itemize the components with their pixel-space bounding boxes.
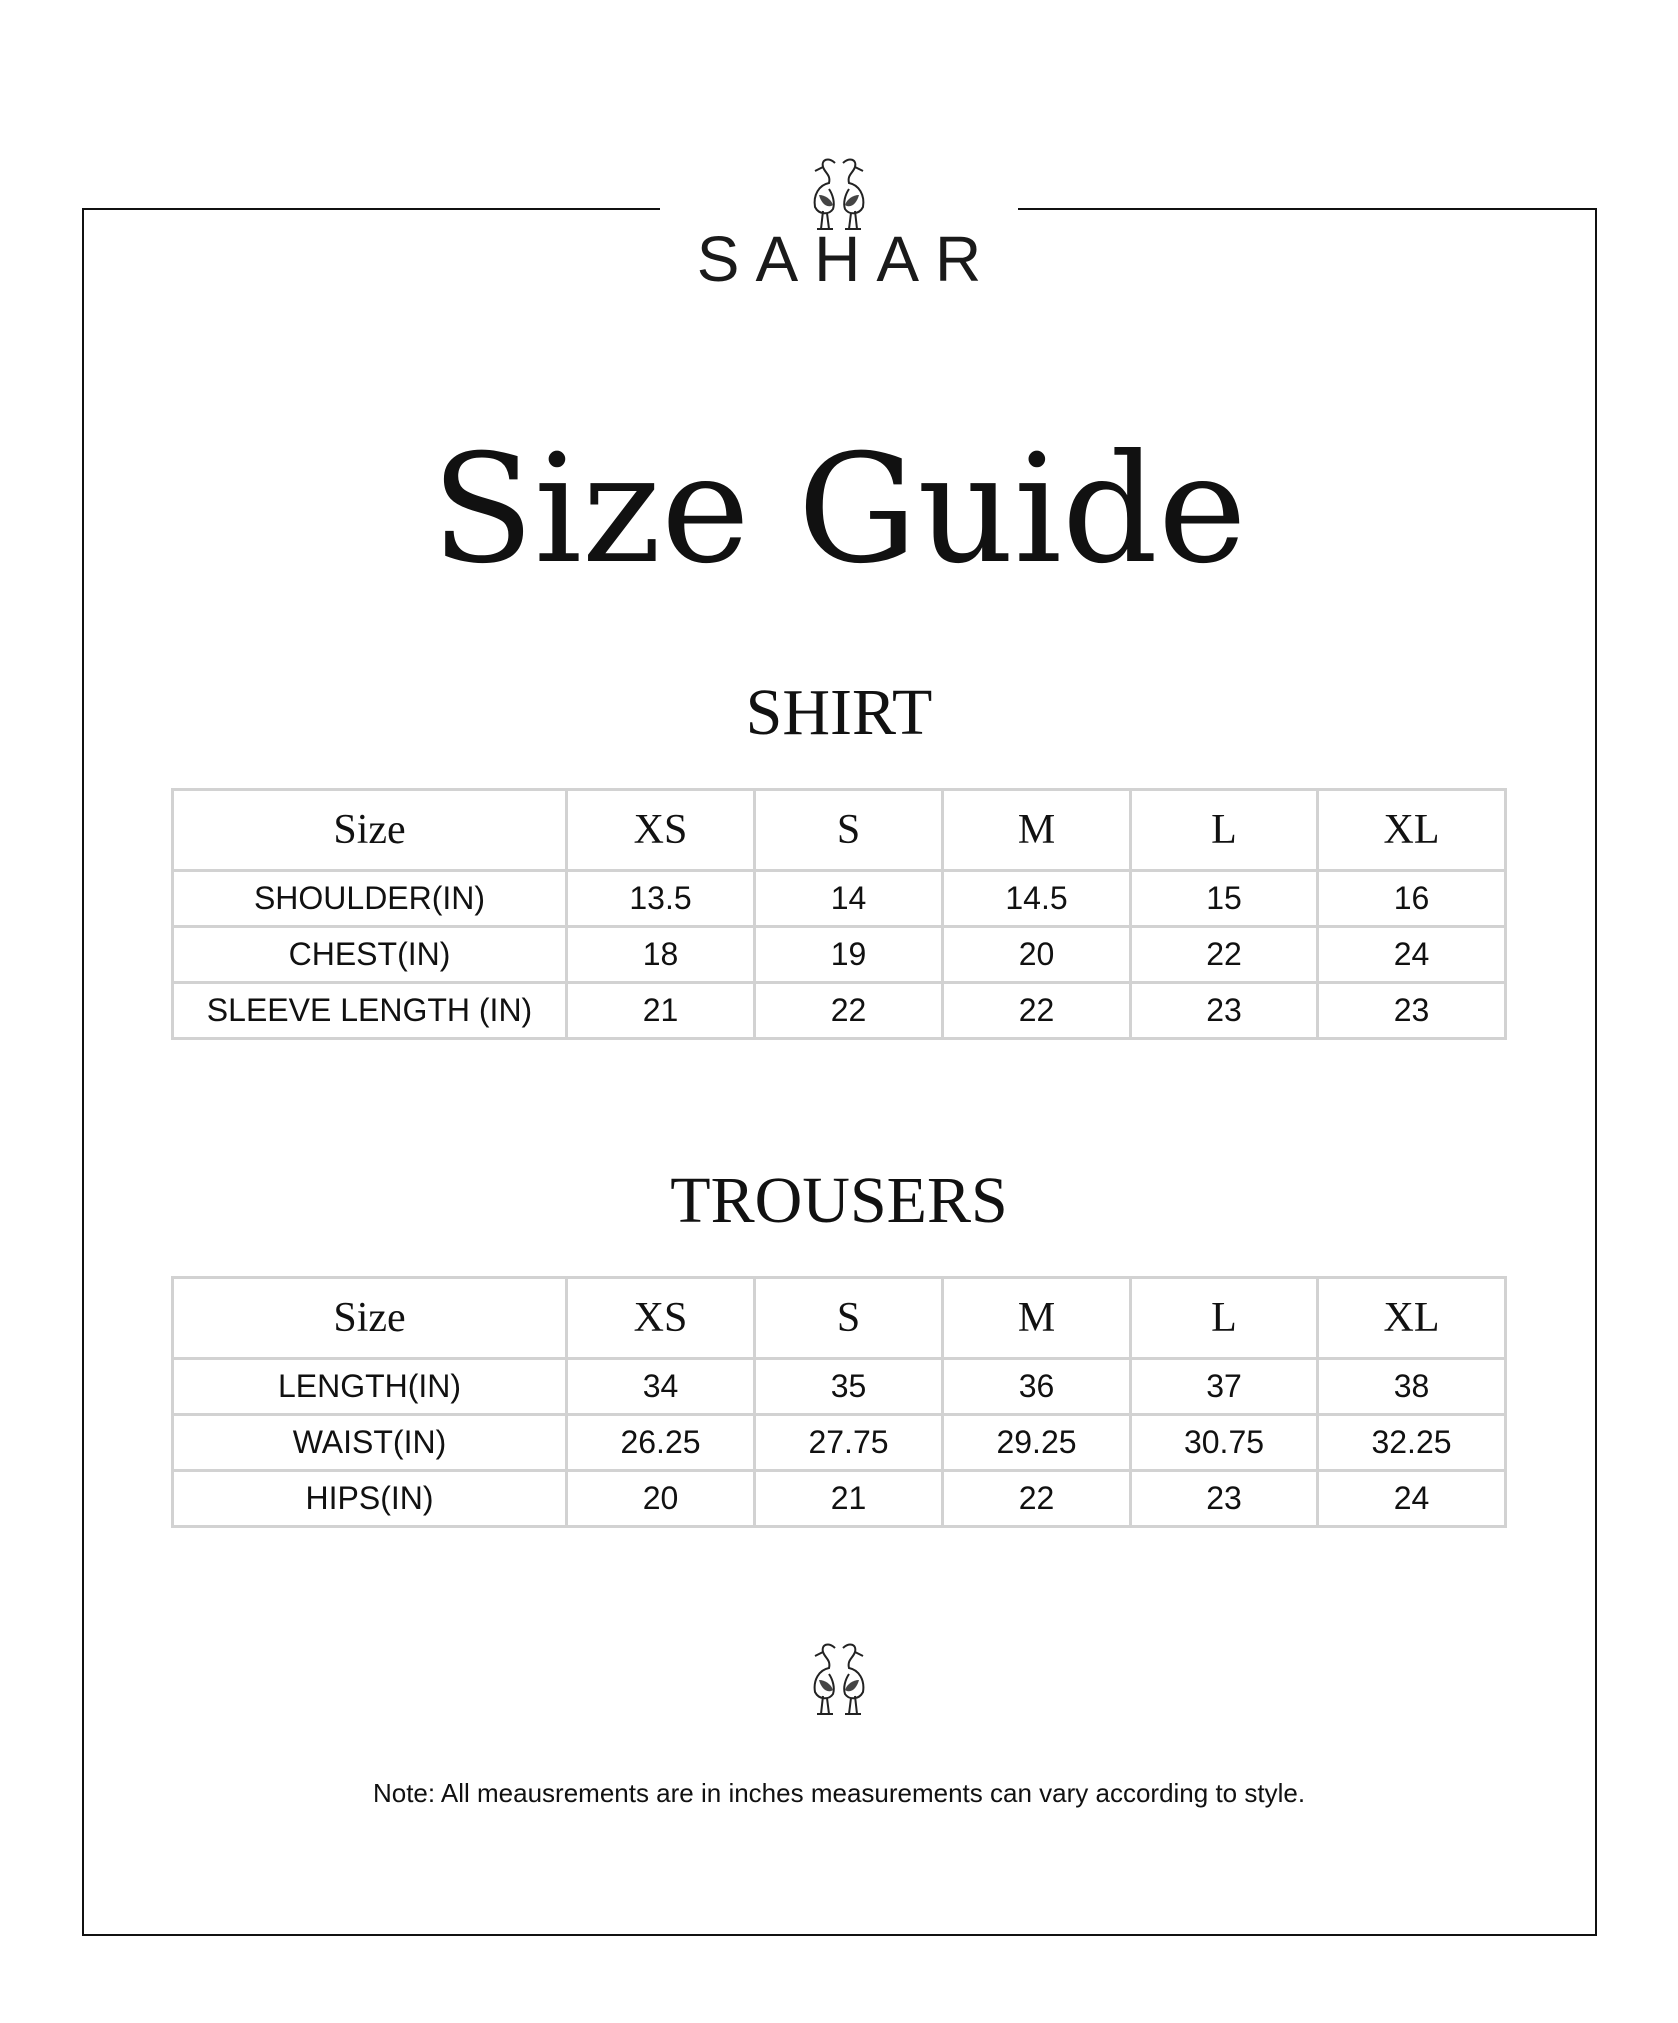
row-label: CHEST(IN) — [173, 927, 567, 983]
table-cell: 14.5 — [943, 871, 1131, 927]
table-cell: 15 — [1131, 871, 1318, 927]
table-cell: 22 — [755, 983, 943, 1039]
page-title: Size Guide — [431, 423, 1247, 597]
table-cell: 22 — [943, 1471, 1131, 1527]
table-row — [173, 983, 1506, 1039]
table-cell: 29.25 — [943, 1415, 1131, 1471]
table-cell: 23 — [1131, 983, 1318, 1039]
table-row — [173, 1471, 1506, 1527]
table-cell: 32.25 — [1318, 1415, 1506, 1471]
table-row — [173, 1359, 1506, 1415]
header-cell: L — [1131, 1278, 1318, 1359]
table-row — [173, 871, 1506, 927]
table-cell: 22 — [943, 983, 1131, 1039]
row-label: SHOULDER(IN) — [173, 871, 567, 927]
table-cell: 27.75 — [755, 1415, 943, 1471]
shirt-size-table — [171, 788, 1507, 1040]
table-cell: 20 — [943, 927, 1131, 983]
row-label: SLEEVE LENGTH (IN) — [173, 983, 567, 1039]
trousers-heading: TROUSERS — [670, 1164, 1008, 1237]
brand-wordmark: SAHAR — [696, 223, 998, 295]
table-cell: 23 — [1318, 983, 1506, 1039]
table-cell: 30.75 — [1131, 1415, 1318, 1471]
header-cell: XS — [567, 790, 755, 871]
table-cell: 13.5 — [567, 871, 755, 927]
table-cell: 37 — [1131, 1359, 1318, 1415]
table-cell: 20 — [567, 1471, 755, 1527]
table-cell: 21 — [567, 983, 755, 1039]
table-cell: 19 — [755, 927, 943, 983]
table-cell: 38 — [1318, 1359, 1506, 1415]
header-cell: S — [755, 1278, 943, 1359]
header-cell: Size — [173, 1278, 567, 1359]
table-cell: 16 — [1318, 871, 1506, 927]
row-label: LENGTH(IN) — [173, 1359, 567, 1415]
table-cell: 34 — [567, 1359, 755, 1415]
header-cell: L — [1131, 790, 1318, 871]
header-cell: XL — [1318, 790, 1506, 871]
table-cell: 23 — [1131, 1471, 1318, 1527]
table-row — [173, 1415, 1506, 1471]
heron-pair-icon — [789, 1640, 889, 1720]
table-header-row — [173, 1278, 1506, 1359]
table-row — [173, 927, 1506, 983]
header-cell: XS — [567, 1278, 755, 1359]
table-cell: 36 — [943, 1359, 1131, 1415]
table-cell: 22 — [1131, 927, 1318, 983]
header-cell: M — [943, 1278, 1131, 1359]
row-label: WAIST(IN) — [173, 1415, 567, 1471]
table-cell: 14 — [755, 871, 943, 927]
table-cell: 24 — [1318, 1471, 1506, 1527]
header-cell: XL — [1318, 1278, 1506, 1359]
table-cell: 26.25 — [567, 1415, 755, 1471]
trousers-size-table — [171, 1276, 1507, 1528]
footnote: Note: All meausrements are in inches measurements can vary according to style. — [372, 1778, 1306, 1808]
shirt-heading: SHIRT — [745, 676, 933, 749]
header-cell: M — [943, 790, 1131, 871]
row-label: HIPS(IN) — [173, 1471, 567, 1527]
table-cell: 18 — [567, 927, 755, 983]
header-cell: S — [755, 790, 943, 871]
table-cell: 21 — [755, 1471, 943, 1527]
table-cell: 24 — [1318, 927, 1506, 983]
table-cell: 35 — [755, 1359, 943, 1415]
header-cell: Size — [173, 790, 567, 871]
table-header-row — [173, 790, 1506, 871]
